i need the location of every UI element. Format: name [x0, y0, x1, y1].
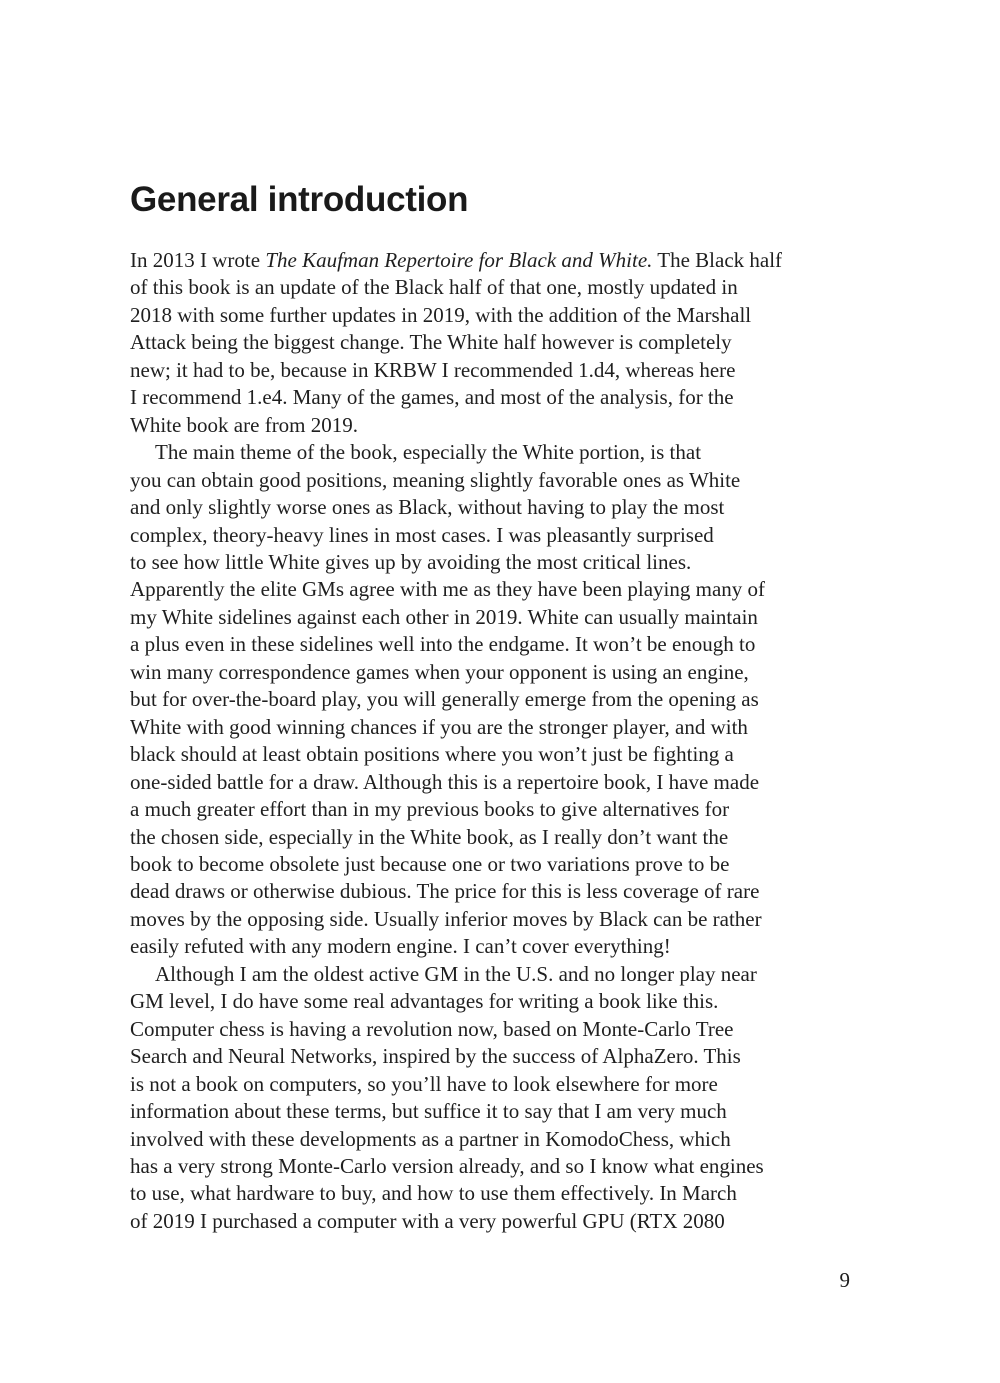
text-line: moves by the opposing side. Usually inferior moves by Black can be rather — [130, 906, 762, 931]
paragraph-2 — [130, 439, 870, 961]
text-line: of 2019 I purchased a computer with a very powerful GPU (RTX 2080 — [130, 1208, 725, 1233]
text-line: White with good winning chances if you are the stronger player, and with — [130, 714, 748, 739]
body-text — [130, 247, 870, 1235]
text-line: my White sidelines against each other in 2019. White can usually maintain — [130, 604, 758, 629]
text-line: Computer chess is having a revolution now, based on Monte-Carlo Tree — [130, 1016, 734, 1041]
text-line: black should at least obtain positions where you won’t just be fighting a — [130, 742, 734, 767]
text-line: but for over-the-board play, you will generally emerge from the opening as — [130, 687, 759, 712]
intro-text-end: The Black half — [652, 248, 783, 272]
text-line: is not a book on computers, so you’ll have to look elsewhere for more — [130, 1071, 718, 1096]
text-line: GM level, I do have some real advantages for writing a book like this. — [130, 989, 719, 1014]
text-line: you can obtain good positions, meaning slightly favorable ones as White — [130, 467, 741, 492]
chapter-heading: General introduction — [130, 180, 469, 219]
text-line: complex, theory-heavy lines in most cases. I was pleasantly surprised — [130, 522, 714, 547]
text-line: White book are from 2019. — [130, 412, 359, 437]
text-line: a much greater effort than in my previous books to give alternatives for — [130, 797, 730, 822]
text-line: involved with these developments as a partner in KomodoChess, which — [130, 1126, 731, 1151]
page-number: 9 — [839, 1268, 850, 1292]
text-line: information about these terms, but suffice it to say that I am very much — [130, 1099, 727, 1124]
text-line: I recommend 1.e4. Many of the games, and most of the analysis, for the — [130, 385, 734, 410]
intro-text: In 2013 I wrote — [130, 248, 266, 272]
paragraph-1-line-1 — [130, 247, 870, 274]
book-title-italic: The Kaufman Repertoire for Black and White. — [265, 248, 653, 272]
text-line: a plus even in these sidelines well into the endgame. It won’t be enough to — [130, 632, 756, 657]
text-line: dead draws or otherwise dubious. The price for this is less coverage of rare — [130, 879, 760, 904]
text-line: 2018 with some further updates in 2019, with the addition of the Marshall — [130, 302, 752, 327]
text-line: to use, what hardware to buy, and how to use them effectively. In March — [130, 1181, 737, 1206]
text-line: Attack being the biggest change. The White half however is completely — [130, 330, 732, 355]
text-line: Search and Neural Networks, inspired by the success of AlphaZero. This — [130, 1044, 741, 1069]
text-line: The main theme of the book, especially the White portion, is that — [155, 440, 702, 465]
text-line: win many correspondence games when your opponent is using an engine, — [130, 659, 749, 684]
text-line: book to become obsolete just because one or two variations prove to be — [130, 851, 730, 876]
text-line: Although I am the oldest active GM in the U.S. and no longer play near — [155, 961, 757, 986]
text-line: Apparently the elite GMs agree with me as they have been playing many of — [130, 577, 766, 602]
text-line: the chosen side, especially in the White book, as I really don’t want the — [130, 824, 729, 849]
text-line: new; it had to be, because in KRBW I recommended 1.d4, whereas here — [130, 357, 736, 382]
text-line: has a very strong Monte-Carlo version already, and so I know what engines — [130, 1153, 764, 1178]
paragraph-1 — [130, 247, 870, 439]
text-line: easily refuted with any modern engine. I can’t cover everything! — [130, 934, 671, 959]
paragraph-3 — [130, 961, 870, 1236]
text-line: of this book is an update of the Black half of that one, mostly updated in — [130, 275, 738, 300]
text-line: and only slightly worse ones as Black, without having to play the most — [130, 495, 725, 520]
text-line: one-sided battle for a draw. Although this is a repertoire book, I have made — [130, 769, 760, 794]
text-line: to see how little White gives up by avoiding the most critical lines. — [130, 549, 692, 574]
